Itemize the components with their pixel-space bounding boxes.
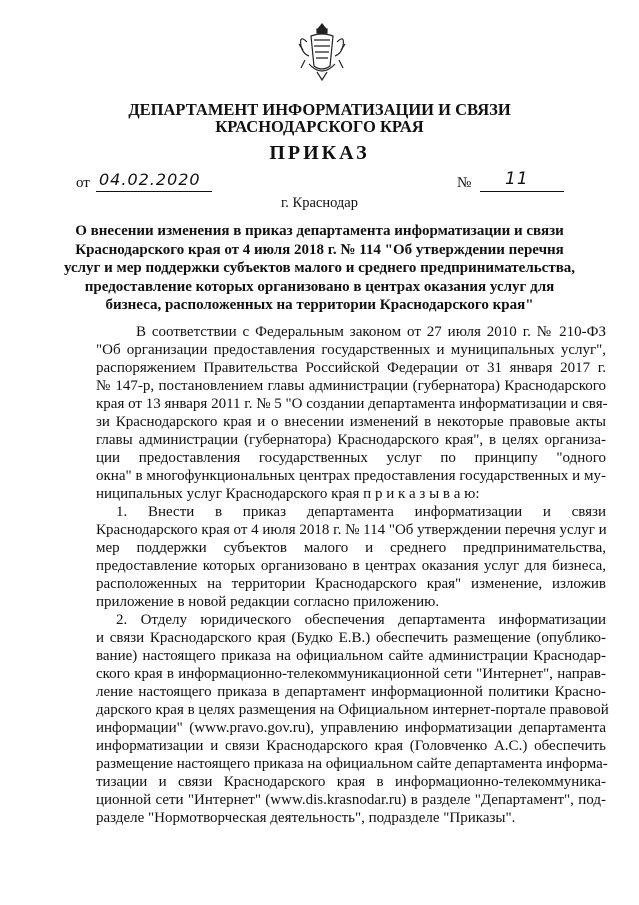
body-line: вание) настоящего приказа на официальном сайте администрации Краснодар- bbox=[96, 648, 606, 664]
body-line: информации" (www.pravo.gov.ru), управлению информатизации департамента bbox=[96, 720, 606, 736]
body-line: разделе "Нормотворческая деятельность", подразделе "Приказы". bbox=[96, 810, 516, 826]
body-line: 2. Отделу юридического обеспечения департамента информатизации bbox=[116, 612, 606, 628]
order-subject bbox=[0, 222, 639, 315]
body-line: ление настоящего приказа в департамент информационной политики Красно- bbox=[96, 684, 606, 700]
body-line: размещение настоящего приказа на официальном сайте департамента информа- bbox=[96, 756, 608, 772]
date-underline bbox=[96, 191, 212, 192]
order-body bbox=[96, 323, 609, 827]
body-line: Краснодарского края от 4 июля 2018 г. № 114 "Об утверждении перечня услуг и bbox=[96, 522, 607, 538]
body-line: зи Краснодарского края и о внесении изменений в некоторые правовые акты bbox=[96, 414, 606, 430]
body-line: информатизации и связи Краснодарского края (Головченко А.С.) обеспечить bbox=[96, 738, 606, 754]
number-underline bbox=[480, 191, 564, 192]
body-line: приложение в новой редакции согласно приложению. bbox=[96, 594, 440, 610]
document-type-title: ПРИКАЗ bbox=[269, 142, 370, 164]
body-line: ции предоставления государственных услуг по принципу "одного bbox=[96, 450, 606, 466]
subject-line: О внесении изменения в приказ департамента информатизации и связи bbox=[75, 223, 564, 239]
subject-line: Краснодарского края от 4 июля 2018 г. № 114 "Об утверждении перечня bbox=[75, 241, 564, 258]
body-line: и связи Краснодарского края (Будко Е.В.) обеспечить размещение (опублико- bbox=[96, 630, 606, 646]
body-line: распоряжением Правительства Российской Федерации от 31 января 2017 г. bbox=[96, 360, 606, 376]
body-line: ского края в информационно-телекоммуникационной сети "Интернет", направ- bbox=[96, 666, 606, 682]
body-line: "Об организации предоставления государственных и муниципальных услуг", bbox=[96, 342, 606, 358]
body-line: расположенных на территории Краснодарского края" изменение, изложив bbox=[96, 576, 606, 592]
number-label: № bbox=[457, 175, 472, 191]
body-line: В соответствии с Федеральным законом от 27 июля 2010 г. № 210-ФЗ bbox=[136, 324, 606, 340]
handwritten-number: 11 bbox=[505, 169, 529, 189]
department-name-line1: ДЕПАРТАМЕНТ ИНФОРМАТИЗАЦИИ И СВЯЗИ bbox=[128, 100, 511, 119]
body-line: ционной сети "Интернет" (www.dis.krasnodar.ru) в разделе "Департамент", под- bbox=[96, 792, 606, 808]
body-line: главы администрации (губернатора) Краснодарского края", в целях организа- bbox=[96, 432, 606, 448]
body-line: 1. Внести в приказ департамента информатизации и связи bbox=[116, 504, 606, 520]
date-label: от bbox=[76, 175, 90, 191]
body-line: тизации и связи Краснодарского края в информационно-телекоммуника- bbox=[96, 774, 606, 790]
body-line: дарского края в целях размещения на Официальном интернет-портале правовой bbox=[96, 702, 609, 718]
body-line: мер поддержки субъектов малого и среднего предпринимательства, bbox=[96, 540, 606, 556]
body-line: окна" в многофункциональных центрах предоставления государственных и му- bbox=[96, 468, 606, 484]
body-line: края от 13 января 2011 г. № 5 "О создании департамента информатизации и свя- bbox=[96, 396, 608, 412]
city-name: г. Краснодар bbox=[280, 195, 358, 211]
department-name-line2: КРАСНОДАРСКОГО КРАЯ bbox=[215, 117, 424, 136]
coat-of-arms-icon bbox=[297, 20, 347, 84]
body-line: № 147-р, постановлением главы администрации (губернатора) Краснодарского bbox=[96, 378, 606, 394]
body-line: ниципальных услуг Краснодарского края п р и к а з ы в а ю: bbox=[96, 486, 480, 502]
subject-line: услуг и мер поддержки субъектов малого и среднего предпринимательства, bbox=[63, 260, 576, 276]
subject-line: бизнеса, расположенных на территории Краснодарского края" bbox=[105, 297, 534, 313]
subject-line: предоставление которых организовано в центрах оказания услуг для bbox=[84, 278, 555, 295]
body-line: предоставление которых организовано в центрах оказания услуг для бизнеса, bbox=[96, 558, 606, 574]
handwritten-date: 04.02.2020 bbox=[99, 170, 201, 189]
